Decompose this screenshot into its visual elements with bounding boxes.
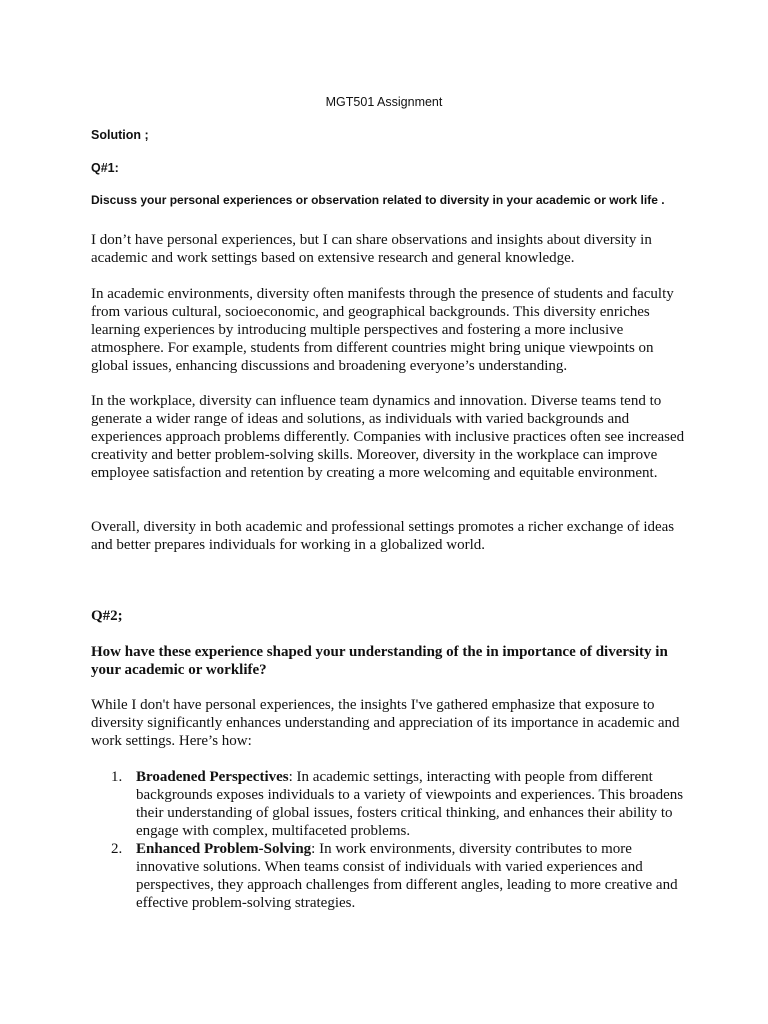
- question-1-label: Q#1:: [91, 161, 119, 175]
- list-item-text: : In work environments, diversity contributes to more innovative solutions. When teams consist of individuals with varied experiences and perspectives, they approach challenges from different angles, leading to more creative and effective problem-solving strategies.: [136, 841, 678, 911]
- answer-1-paragraph-4: Overall, diversity in both academic and professional settings promotes a richer exchange of ideas and better prepares individuals for working in a globalized world.: [91, 519, 675, 553]
- list-item-text: : In academic settings, interacting with people from different backgrounds exposes individuals to a variety of viewpoints and experiences. This broadens their understanding of global issues, fosters critical thinking, and enhances their ability to engage with complex, multifaceted problems.: [136, 769, 684, 839]
- solution-label: Solution ;: [91, 128, 149, 142]
- list-item-number: 1.: [111, 769, 123, 785]
- answer-1-paragraph-2: In academic environments, diversity often manifests through the presence of students and faculty from various cultural, socioeconomic, and geographical backgrounds. This diversity enriches learning experiences by introducing multiple perspectives and fostering a more inclusive atmosphere. For example, students from different countries might bring unique viewpoints on global issues, enhancing discussions and broadening everyone’s understanding.: [91, 286, 674, 374]
- document-title: MGT501 Assignment: [325, 95, 443, 109]
- answer-2-list: [91, 768, 686, 912]
- answer-1-paragraph-3: In the workplace, diversity can influence team dynamics and innovation. Diverse teams tend to generate a wider range of ideas and solutions, as individuals with varied backgrounds and experiences approach problems differently. Companies with inclusive practices often see increased creativity and better problem-solving skills. Moreover, diversity in the workplace can improve employee satisfaction and retention by creating a more welcoming and equitable environment.: [91, 393, 685, 481]
- list-item: [91, 768, 686, 840]
- list-item: [91, 840, 686, 912]
- list-item-heading: Broadened Perspectives: [136, 769, 289, 785]
- answer-1-paragraph-1: I don’t have personal experiences, but I can share observations and insights about diversity in academic and work settings based on extensive research and general knowledge.: [91, 232, 652, 266]
- list-item-number: 2.: [111, 841, 123, 857]
- question-2-label: Q#2;: [91, 608, 123, 624]
- answer-2-intro: While I don't have personal experiences, the insights I've gathered emphasize that exposure to diversity significantly enhances understanding and appreciation of its importance in academic and work settings. Here’s how:: [91, 697, 680, 749]
- question-1-prompt: Discuss your personal experiences or observation related to diversity in your academic or work life .: [91, 193, 665, 207]
- question-2-prompt: How have these experience shaped your understanding of the in importance of diversity in your academic or worklife?: [91, 644, 668, 678]
- list-item-heading: Enhanced Problem-Solving: [136, 841, 312, 857]
